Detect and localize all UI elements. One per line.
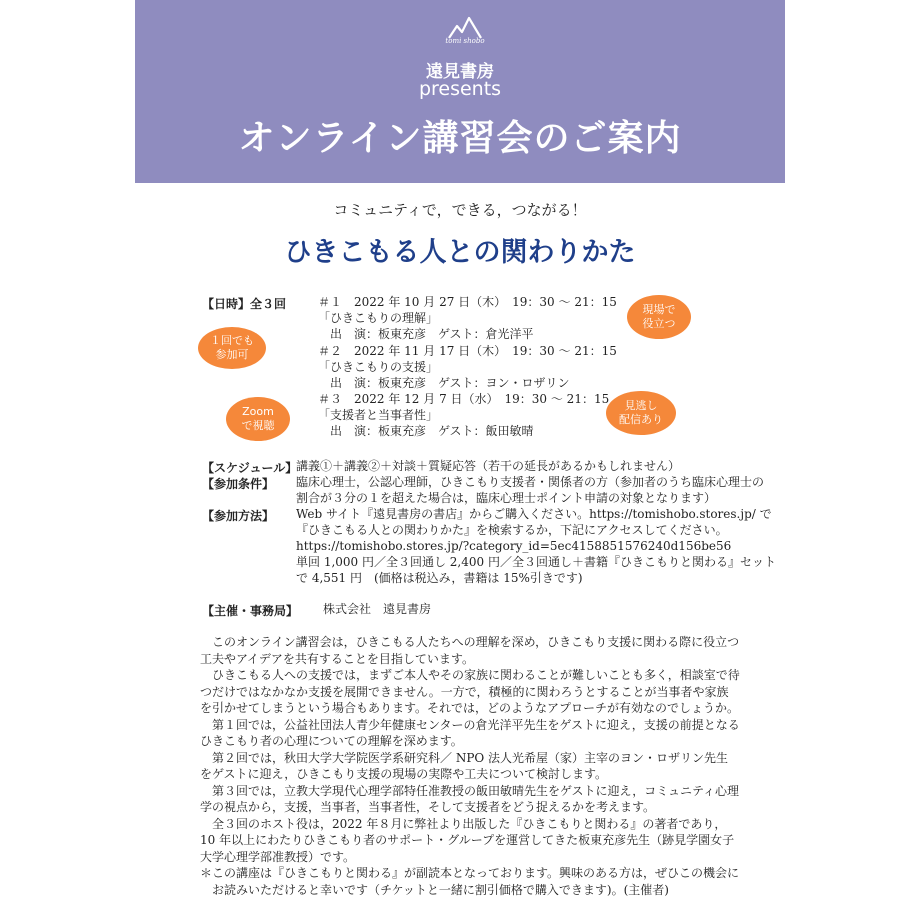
plan-label: 【スケジュール】 — [202, 461, 298, 475]
event-title: ひきこもる人との関わりかた — [284, 237, 636, 268]
schedule-label: 【日時】全３回 — [202, 297, 287, 311]
mountain-logo-icon — [443, 14, 487, 52]
organizer-name: 株式会社 遠見書房 — [323, 602, 432, 616]
session-3-line: ＃３ 2022 年 12 月 7 日（水） 19：30 ～ 21：15 — [318, 392, 610, 406]
badge-zoom-line2: で視聴 — [241, 419, 275, 432]
logo-text-line1: tomi shobo — [445, 37, 485, 45]
condition-line-1: 臨床心理士，公認心理師，ひきこもり支援者・関係者の方（参加者のうち臨床心理士の — [296, 475, 765, 489]
method-label: 【参加方法】 — [202, 509, 275, 523]
intro-paragraph-3: 第１回では，公益社団法人青少年健康センターの倉光洋平先生をゲストに迎え，支援の前提となるひきこもり者の心理についての理解を深めます。 — [200, 717, 740, 748]
organizer-label: 【主催・事務局】 — [202, 604, 299, 618]
intro-note: ＊この講座は『ひきこもりと関わる』が副読本となっております。興味のある方は，ぜひこの機会にお読みいただけると幸いです（チケットと一緒に割引価格で購入できます)。(主催者) — [200, 866, 740, 897]
badge-practical-line2: 役立つ — [642, 317, 676, 330]
plan-text: 講義①＋講義②＋対談＋質疑応答（若干の延長があるかもしれません） — [296, 459, 681, 473]
intro-body — [200, 634, 740, 898]
method-line-1: Web サイト『遠見書房の書店』からご購入ください。https://tomishobo.stores.jp/ で — [296, 507, 772, 521]
badge-replay-line2: 配信あり — [619, 413, 663, 426]
badge-replay-line1: 見逃し — [624, 399, 658, 412]
intro-paragraph-5: 第３回では，立教大学現代心理学部特任准教授の飯田敏晴先生をゲストに迎え，コミュニティ心理学の視点から，支援，当事者，当事者性，そして支援者をどう捉えるかを考えます。 — [200, 783, 740, 814]
badge-once-ok-line1: １回でも — [210, 334, 254, 347]
session-3-cast: 出 演：板東充彦 ゲスト：飯田敏晴 — [330, 424, 534, 438]
session-2-cast: 出 演：板東充彦 ゲスト：ヨン・ロザリン — [330, 376, 570, 390]
condition-label: 【参加条件】 — [202, 477, 275, 491]
session-1-cast: 出 演：板東充彦 ゲスト：倉光洋平 — [330, 327, 534, 341]
badge-once-ok — [198, 327, 266, 369]
session-2-topic: 「ひきこもりの支援」 — [318, 360, 439, 374]
intro-paragraph-1: このオンライン講習会は，ひきこもる人たちへの理解を深め，ひきこもり支援に関わる際に役立つ工夫やアイデアを共有することを目指しています。 — [200, 635, 740, 666]
badge-zoom — [226, 397, 290, 441]
method-line-2: 『ひきこもる人との関わりかた』を検索するか，下記にアクセスしてください。 — [296, 523, 728, 537]
session-1-topic: 「ひきこもりの理解」 — [318, 311, 439, 325]
badge-once-ok-line2: 参加可 — [215, 348, 249, 361]
badge-practical-line1: 現場で — [642, 303, 676, 316]
intro-paragraph-4: 第２回では，秋田大学大学院医学系研究科／ NPO 法人光希屋（家）主宰のヨン・ロザリン先生をゲストに迎え，ひきこもり支援の現場の実際や工夫について検討します。 — [200, 750, 729, 781]
method-price-line-1: 単回 1,000 円／全３回通し 2,400 円／全３回通し＋書籍『ひきこもりと関わる』セット — [296, 555, 776, 569]
session-3-topic: 「支援者と当事者性」 — [318, 408, 439, 422]
condition-line-2: 割合が３分の１を超えた場合は，臨床心理士ポイント申請の対象となります） — [296, 491, 717, 505]
intro-paragraph-2: ひきこもる人への支援では，まずご本人やその家族に関わることが難しいことも多く，相談室で待つだけではなかなか支援を展開できません。一方で，積極的に関わろうとすることが当事者や家族を引かせてしまうという場合もあります。それでは，どのようなアプローチが有効なのでしょうか。 — [200, 668, 740, 715]
method-url[interactable]: https://tomishobo.stores.jp/?category_id=5ec4158851576240d156be56 — [296, 539, 732, 553]
event-subtitle: コミュニティで，できる，つながる！ — [333, 201, 587, 219]
session-1-line: ＃１ 2022 年 10 月 27 日（木） 19：30 ～ 21：15 — [318, 295, 617, 309]
presents-text: presents — [418, 78, 502, 100]
page-title: オンライン講習会のご案内 — [238, 117, 682, 159]
badge-practical — [627, 295, 691, 339]
session-2-line: ＃２ 2022 年 11 月 17 日（木） 19：30 ～ 21：15 — [318, 344, 617, 358]
badge-zoom-line1: Zoom — [242, 405, 274, 418]
badge-replay — [606, 391, 676, 435]
publisher-name: 遠見書房 — [426, 62, 494, 82]
method-price-line-2: で 4,551 円 (価格は税込み，書籍は 15%引きです) — [296, 571, 583, 585]
intro-paragraph-6: 全３回のホスト役は，2022 年８月に弊社より出版した『ひきこもりと関わる』の著者であり，10 年以上にわたりひきこもり者のサポート・グループを運営してきた板東充彦先生（跡見学園女子大学心理学部准教授）です。 — [200, 816, 735, 864]
